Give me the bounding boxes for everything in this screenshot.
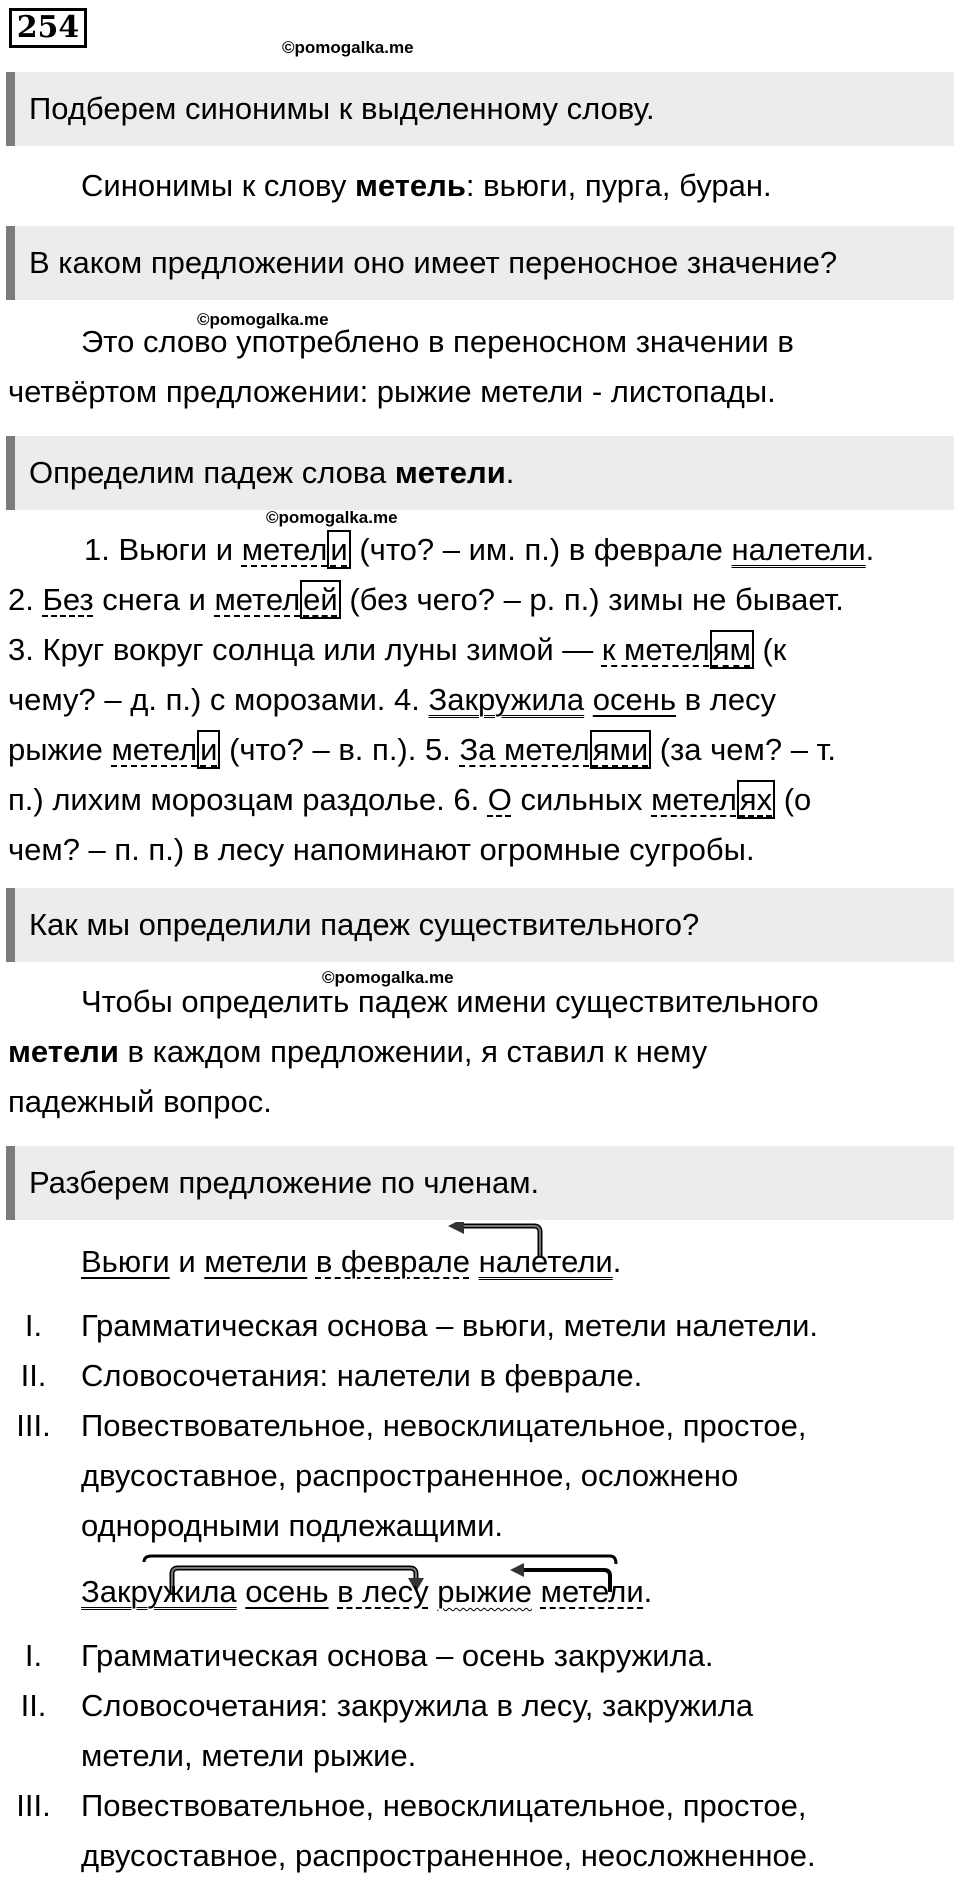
answer-line: Чтобы определить падеж имени существительного — [81, 984, 819, 1019]
analysis-item: Словосочетания: налетели в феврале. — [81, 1358, 643, 1393]
word-ending: ям — [710, 630, 754, 669]
analysis-item: Грамматическая основа – вьюги, метели налетели. — [81, 1308, 818, 1343]
predicate: Закружила — [428, 682, 585, 717]
analysis-item: метели, метели рыжие. — [81, 1738, 417, 1773]
list-number: III. — [16, 1408, 51, 1443]
adverbial: в лесу — [337, 1574, 429, 1609]
analysis-item: двусоставное, распространенное, осложнено — [81, 1458, 739, 1493]
question-text: Как мы определили падеж существительного? — [29, 907, 700, 942]
answer-line: падежный вопрос. — [8, 1084, 272, 1119]
answer-text: : вьюги, пурга, буран. — [465, 168, 772, 203]
analysis-item: Повествовательное, невосклицательное, простое, — [81, 1788, 807, 1823]
word-stem: к метел — [601, 632, 710, 667]
predicate: Закружила — [81, 1574, 237, 1609]
list-number: I. — [24, 1638, 43, 1673]
answer-synonyms — [81, 166, 772, 206]
analysis-item: однородными подлежащими. — [81, 1508, 503, 1543]
word-ending: ей — [300, 580, 341, 619]
parsed-sentence: Закружила осень в лесу рыжие метели. — [81, 1574, 653, 1609]
word-stem: За метел — [459, 732, 590, 767]
word-ending: ях — [737, 780, 775, 819]
highlighted-word: метель — [354, 168, 466, 203]
subject: осень — [592, 682, 677, 717]
case-line: 1. Вьюги и метели (что? – им. п.) в феврале налетели. — [84, 532, 875, 567]
preposition: О — [487, 782, 512, 817]
highlighted-word: метели — [394, 455, 506, 490]
question-text: Определим падеж слова — [29, 455, 395, 490]
analysis-item: двусоставное, распространенное, неосложненное. — [81, 1838, 816, 1873]
question-figurative — [6, 226, 954, 300]
case-line: чем? – п. п.) в лесу напоминают огромные сугробы. — [8, 832, 755, 867]
list-number: III. — [16, 1788, 51, 1823]
predicate: налетели — [731, 532, 866, 567]
answer-line: четвёртом предложении: рыжие метели - листопады. — [8, 374, 776, 409]
answer-line: метели в каждом предложении, я ставил к нему — [8, 1034, 708, 1069]
preposition: Без — [42, 582, 94, 617]
word-stem: метел — [214, 582, 301, 617]
word-ending: и — [327, 530, 350, 569]
object: метели — [540, 1574, 644, 1609]
watermark: ©pomogalka.me — [322, 968, 454, 987]
question-parse — [6, 1146, 954, 1220]
question-text: Разберем предложение по членам. — [29, 1165, 540, 1200]
subject: осень — [245, 1574, 329, 1609]
word-stem: метел — [651, 782, 737, 817]
case-line: чему? – д. п.) с морозами. 4. Закружила осень в лесу — [8, 682, 777, 717]
case-line: 3. Круг вокруг солнца или луны зимой — к метелям (к — [8, 632, 787, 667]
question-synonyms — [6, 72, 954, 146]
question-text: В каком предложении оно имеет переносное значение? — [29, 245, 838, 280]
case-line: рыжие метели (что? – в. п.). 5. За метелями (за чем? – т. — [8, 732, 836, 767]
exercise-number: 254 — [9, 8, 87, 48]
attribute: рыжие — [437, 1574, 533, 1609]
watermark: ©pomogalka.me — [282, 38, 414, 57]
subject: метели — [204, 1244, 308, 1279]
question-text: . — [505, 455, 515, 490]
question-text: Подберем синонимы к выделенному слову. — [29, 91, 655, 126]
question-method — [6, 888, 954, 962]
word-stem: метел — [241, 532, 328, 567]
list-number: II. — [20, 1688, 47, 1723]
predicate: налетели — [478, 1244, 613, 1279]
analysis-item: Словосочетания: закружила в лесу, закружила — [81, 1688, 754, 1723]
analysis-item: Повествовательное, невосклицательное, простое, — [81, 1408, 807, 1443]
answer-text: Синонимы к слову — [81, 168, 355, 203]
word-ending: ями — [590, 730, 651, 769]
adverbial: в феврале — [315, 1244, 470, 1279]
case-line: 2. Без снега и метелей (без чего? – р. п.) зимы не бывает. — [8, 582, 844, 617]
word-stem: метел — [111, 732, 198, 767]
watermark: ©pomogalka.me — [266, 508, 398, 527]
question-case — [6, 436, 954, 510]
word-ending: и — [197, 730, 220, 769]
analysis-item: Грамматическая основа – осень закружила. — [81, 1638, 714, 1673]
list-number: II. — [20, 1358, 47, 1393]
subject: Вьюги — [81, 1244, 170, 1279]
case-line: п.) лихим морозцам раздолье. 6. О сильных метелях (о — [8, 782, 812, 817]
parsed-sentence: Вьюги и метели в феврале налетели. — [81, 1244, 622, 1279]
watermark: ©pomogalka.me — [197, 310, 329, 329]
answer-line: Это слово употреблено в переносном значении в — [81, 324, 794, 359]
list-number: I. — [24, 1308, 43, 1343]
